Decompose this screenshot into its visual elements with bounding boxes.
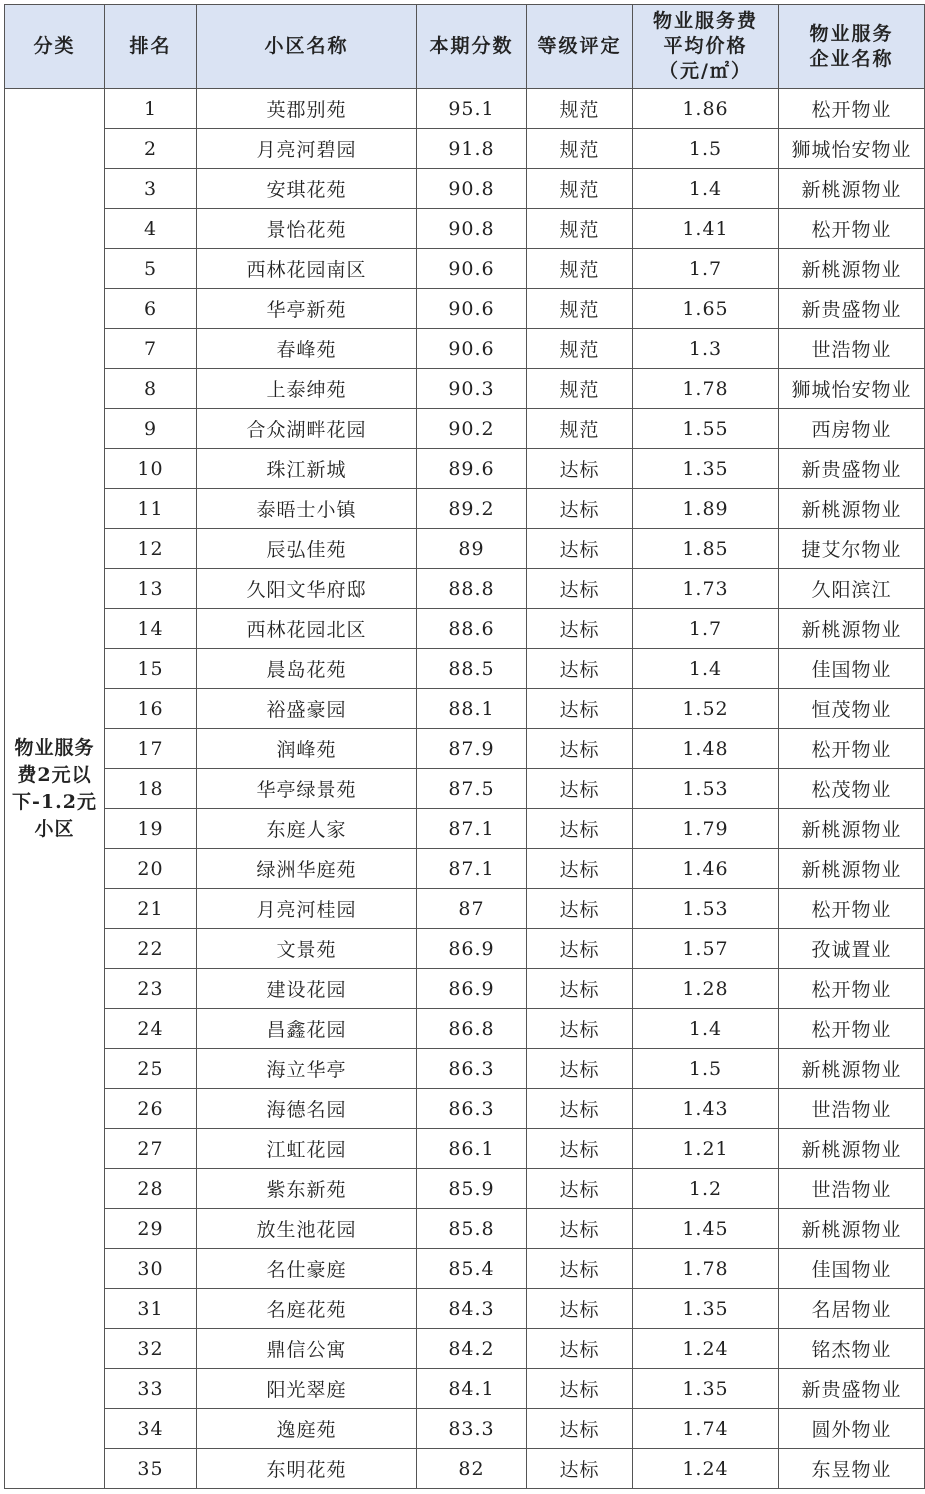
cell-price: 1.24	[633, 1449, 779, 1489]
cell-grade: 达标	[527, 1049, 633, 1089]
cell-community-name: 安琪花苑	[197, 169, 417, 209]
cell-score: 86.9	[417, 969, 527, 1009]
cell-price: 1.55	[633, 409, 779, 449]
cell-community-name: 东庭人家	[197, 809, 417, 849]
cell-rank: 21	[105, 889, 197, 929]
cell-price: 1.41	[633, 209, 779, 249]
cell-price: 1.28	[633, 969, 779, 1009]
cell-score: 95.1	[417, 89, 527, 129]
cell-community-name: 紫东新苑	[197, 1169, 417, 1209]
cell-company: 世浩物业	[779, 1089, 925, 1129]
cell-rank: 4	[105, 209, 197, 249]
cell-grade: 达标	[527, 1329, 633, 1369]
cell-price: 1.57	[633, 929, 779, 969]
cell-price: 1.35	[633, 1369, 779, 1409]
cell-score: 87.1	[417, 849, 527, 889]
cell-score: 90.8	[417, 209, 527, 249]
cell-score: 88.6	[417, 609, 527, 649]
cell-company: 狮城怡安物业	[779, 369, 925, 409]
table-row	[5, 329, 925, 369]
cell-company: 久阳滨江	[779, 569, 925, 609]
cell-score: 90.6	[417, 289, 527, 329]
table-row	[5, 769, 925, 809]
cell-score: 86.9	[417, 929, 527, 969]
cell-community-name: 泰晤士小镇	[197, 489, 417, 529]
cell-score: 86.1	[417, 1129, 527, 1169]
cell-price: 1.78	[633, 1249, 779, 1289]
table-row	[5, 1409, 925, 1449]
cell-score: 87.9	[417, 729, 527, 769]
cell-price: 1.7	[633, 249, 779, 289]
cell-score: 88.8	[417, 569, 527, 609]
table-row	[5, 969, 925, 1009]
cell-score: 86.3	[417, 1049, 527, 1089]
cell-score: 86.3	[417, 1089, 527, 1129]
cell-score: 87.5	[417, 769, 527, 809]
cell-price: 1.5	[633, 129, 779, 169]
cell-rank: 31	[105, 1289, 197, 1329]
cell-score: 90.3	[417, 369, 527, 409]
cell-grade: 达标	[527, 1009, 633, 1049]
cell-community-name: 文景苑	[197, 929, 417, 969]
cell-price: 1.53	[633, 769, 779, 809]
cell-rank: 5	[105, 249, 197, 289]
cell-score: 87.1	[417, 809, 527, 849]
cell-price: 1.4	[633, 169, 779, 209]
cell-grade: 达标	[527, 1089, 633, 1129]
cell-community-name: 昌鑫花园	[197, 1009, 417, 1049]
cell-community-name: 名仕豪庭	[197, 1249, 417, 1289]
table-row	[5, 609, 925, 649]
cell-price: 1.4	[633, 1009, 779, 1049]
cell-grade: 规范	[527, 129, 633, 169]
cell-company: 新桃源物业	[779, 1209, 925, 1249]
cell-rank: 16	[105, 689, 197, 729]
cell-grade: 规范	[527, 209, 633, 249]
cell-company: 新桃源物业	[779, 489, 925, 529]
cell-rank: 8	[105, 369, 197, 409]
cell-score: 90.6	[417, 329, 527, 369]
cell-company: 松茂物业	[779, 769, 925, 809]
cell-score: 89.6	[417, 449, 527, 489]
cell-score: 84.2	[417, 1329, 527, 1369]
cell-company: 恒茂物业	[779, 689, 925, 729]
cell-community-name: 裕盛豪园	[197, 689, 417, 729]
cell-category: 物业服务费2元以下-1.2元小区	[5, 89, 105, 1489]
cell-company: 松开物业	[779, 889, 925, 929]
cell-score: 90.6	[417, 249, 527, 289]
cell-score: 88.5	[417, 649, 527, 689]
header-score: 本期分数	[417, 5, 527, 89]
table-row	[5, 209, 925, 249]
cell-rank: 10	[105, 449, 197, 489]
cell-score: 88.1	[417, 689, 527, 729]
cell-community-name: 月亮河碧园	[197, 129, 417, 169]
table-row	[5, 1129, 925, 1169]
cell-company: 新贵盛物业	[779, 289, 925, 329]
cell-rank: 20	[105, 849, 197, 889]
cell-rank: 35	[105, 1449, 197, 1489]
cell-company: 松开物业	[779, 209, 925, 249]
cell-grade: 达标	[527, 1169, 633, 1209]
cell-community-name: 合众湖畔花园	[197, 409, 417, 449]
table-row	[5, 729, 925, 769]
table-row	[5, 849, 925, 889]
cell-score: 89	[417, 529, 527, 569]
cell-grade: 规范	[527, 329, 633, 369]
cell-score: 90.8	[417, 169, 527, 209]
cell-price: 1.21	[633, 1129, 779, 1169]
cell-company: 新贵盛物业	[779, 1369, 925, 1409]
cell-price: 1.65	[633, 289, 779, 329]
cell-community-name: 西林花园南区	[197, 249, 417, 289]
cell-price: 1.5	[633, 1049, 779, 1089]
cell-grade: 达标	[527, 1369, 633, 1409]
cell-price: 1.35	[633, 449, 779, 489]
cell-price: 1.52	[633, 689, 779, 729]
cell-grade: 达标	[527, 809, 633, 849]
cell-community-name: 西林花园北区	[197, 609, 417, 649]
cell-grade: 达标	[527, 649, 633, 689]
cell-community-name: 月亮河桂园	[197, 889, 417, 929]
cell-rank: 13	[105, 569, 197, 609]
cell-community-name: 阳光翠庭	[197, 1369, 417, 1409]
cell-grade: 达标	[527, 1129, 633, 1169]
cell-company: 东昱物业	[779, 1449, 925, 1489]
table-row	[5, 1009, 925, 1049]
cell-community-name: 华亭新苑	[197, 289, 417, 329]
cell-price: 1.7	[633, 609, 779, 649]
table-row	[5, 1369, 925, 1409]
cell-rank: 22	[105, 929, 197, 969]
header-row	[5, 5, 925, 89]
cell-price: 1.79	[633, 809, 779, 849]
cell-community-name: 海德名园	[197, 1089, 417, 1129]
cell-rank: 12	[105, 529, 197, 569]
cell-company: 铭杰物业	[779, 1329, 925, 1369]
cell-grade: 达标	[527, 929, 633, 969]
table-row	[5, 169, 925, 209]
cell-rank: 1	[105, 89, 197, 129]
cell-rank: 25	[105, 1049, 197, 1089]
cell-rank: 34	[105, 1409, 197, 1449]
cell-score: 84.3	[417, 1289, 527, 1329]
cell-grade: 规范	[527, 289, 633, 329]
cell-community-name: 景怡花苑	[197, 209, 417, 249]
cell-rank: 26	[105, 1089, 197, 1129]
table-row	[5, 1289, 925, 1329]
cell-company: 圆外物业	[779, 1409, 925, 1449]
cell-community-name: 辰弘佳苑	[197, 529, 417, 569]
header-company	[779, 5, 925, 89]
cell-rank: 33	[105, 1369, 197, 1409]
table-row	[5, 249, 925, 289]
cell-price: 1.4	[633, 649, 779, 689]
cell-price: 1.2	[633, 1169, 779, 1209]
ranking-table	[4, 4, 925, 1489]
cell-grade: 规范	[527, 89, 633, 129]
cell-community-name: 鼎信公寓	[197, 1329, 417, 1369]
cell-price: 1.73	[633, 569, 779, 609]
cell-rank: 14	[105, 609, 197, 649]
cell-rank: 15	[105, 649, 197, 689]
cell-price: 1.45	[633, 1209, 779, 1249]
table-row	[5, 1449, 925, 1489]
table-row	[5, 1049, 925, 1089]
header-price-line1: 物业服务费	[652, 10, 758, 32]
cell-community-name: 晨岛花苑	[197, 649, 417, 689]
cell-company: 新贵盛物业	[779, 449, 925, 489]
cell-score: 87	[417, 889, 527, 929]
cell-grade: 达标	[527, 1409, 633, 1449]
cell-price: 1.3	[633, 329, 779, 369]
table-row	[5, 1249, 925, 1289]
cell-score: 91.8	[417, 129, 527, 169]
cell-company: 新桃源物业	[779, 809, 925, 849]
table-row	[5, 809, 925, 849]
table-header	[5, 5, 925, 89]
cell-community-name: 英郡别苑	[197, 89, 417, 129]
table-row	[5, 369, 925, 409]
cell-price: 1.85	[633, 529, 779, 569]
cell-rank: 18	[105, 769, 197, 809]
cell-community-name: 逸庭苑	[197, 1409, 417, 1449]
cell-price: 1.78	[633, 369, 779, 409]
cell-grade: 达标	[527, 1289, 633, 1329]
cell-grade: 达标	[527, 1249, 633, 1289]
table-row	[5, 1209, 925, 1249]
cell-company: 世浩物业	[779, 1169, 925, 1209]
header-price	[633, 5, 779, 89]
cell-price: 1.43	[633, 1089, 779, 1129]
cell-rank: 6	[105, 289, 197, 329]
cell-rank: 32	[105, 1329, 197, 1369]
cell-rank: 27	[105, 1129, 197, 1169]
header-price-line2: 平均价格	[663, 35, 748, 57]
cell-price: 1.86	[633, 89, 779, 129]
cell-rank: 11	[105, 489, 197, 529]
cell-community-name: 久阳文华府邸	[197, 569, 417, 609]
cell-company: 孜诚置业	[779, 929, 925, 969]
cell-company: 新桃源物业	[779, 1129, 925, 1169]
cell-community-name: 放生池花园	[197, 1209, 417, 1249]
cell-price: 1.89	[633, 489, 779, 529]
cell-company: 名居物业	[779, 1289, 925, 1329]
cell-company: 捷艾尔物业	[779, 529, 925, 569]
cell-company: 佳国物业	[779, 1249, 925, 1289]
cell-price: 1.74	[633, 1409, 779, 1449]
cell-grade: 达标	[527, 529, 633, 569]
cell-grade: 规范	[527, 169, 633, 209]
cell-rank: 28	[105, 1169, 197, 1209]
cell-community-name: 华亭绿景苑	[197, 769, 417, 809]
table-row	[5, 289, 925, 329]
cell-price: 1.35	[633, 1289, 779, 1329]
cell-community-name: 绿洲华庭苑	[197, 849, 417, 889]
cell-price: 1.48	[633, 729, 779, 769]
cell-score: 89.2	[417, 489, 527, 529]
cell-community-name: 上泰绅苑	[197, 369, 417, 409]
cell-community-name: 春峰苑	[197, 329, 417, 369]
cell-company: 世浩物业	[779, 329, 925, 369]
cell-company: 新桃源物业	[779, 1049, 925, 1089]
table-row	[5, 649, 925, 689]
table-row	[5, 1089, 925, 1129]
cell-grade: 规范	[527, 409, 633, 449]
cell-rank: 24	[105, 1009, 197, 1049]
cell-score: 90.2	[417, 409, 527, 449]
cell-grade: 达标	[527, 729, 633, 769]
table-row	[5, 449, 925, 489]
cell-rank: 2	[105, 129, 197, 169]
cell-grade: 达标	[527, 889, 633, 929]
cell-company: 新桃源物业	[779, 169, 925, 209]
cell-company: 狮城怡安物业	[779, 129, 925, 169]
cell-rank: 3	[105, 169, 197, 209]
cell-community-name: 珠江新城	[197, 449, 417, 489]
cell-score: 85.8	[417, 1209, 527, 1249]
cell-rank: 30	[105, 1249, 197, 1289]
cell-company: 松开物业	[779, 729, 925, 769]
cell-community-name: 润峰苑	[197, 729, 417, 769]
cell-company: 松开物业	[779, 969, 925, 1009]
table-row	[5, 529, 925, 569]
header-category: 分类	[5, 5, 105, 89]
table-row	[5, 929, 925, 969]
table-row	[5, 689, 925, 729]
cell-grade: 达标	[527, 1209, 633, 1249]
cell-grade: 达标	[527, 569, 633, 609]
cell-rank: 17	[105, 729, 197, 769]
cell-score: 85.9	[417, 1169, 527, 1209]
cell-grade: 达标	[527, 769, 633, 809]
cell-community-name: 名庭花苑	[197, 1289, 417, 1329]
header-name: 小区名称	[197, 5, 417, 89]
header-price-line3: （元/㎡）	[659, 60, 752, 82]
cell-company: 新桃源物业	[779, 249, 925, 289]
table-body	[5, 89, 925, 1489]
table-row	[5, 89, 925, 129]
cell-grade: 达标	[527, 449, 633, 489]
cell-score: 82	[417, 1449, 527, 1489]
cell-grade: 规范	[527, 369, 633, 409]
table-row	[5, 1329, 925, 1369]
cell-grade: 达标	[527, 609, 633, 649]
cell-grade: 达标	[527, 1449, 633, 1489]
table-row	[5, 489, 925, 529]
cell-rank: 9	[105, 409, 197, 449]
cell-company: 新桃源物业	[779, 849, 925, 889]
cell-grade: 规范	[527, 249, 633, 289]
cell-grade: 达标	[527, 689, 633, 729]
table-row	[5, 889, 925, 929]
cell-company: 西房物业	[779, 409, 925, 449]
header-company-line1: 物业服务	[809, 22, 894, 45]
header-grade: 等级评定	[527, 5, 633, 89]
table-row	[5, 569, 925, 609]
header-rank: 排名	[105, 5, 197, 89]
table-row	[5, 1169, 925, 1209]
cell-rank: 29	[105, 1209, 197, 1249]
cell-company: 佳国物业	[779, 649, 925, 689]
table-row	[5, 129, 925, 169]
cell-grade: 达标	[527, 849, 633, 889]
cell-score: 83.3	[417, 1409, 527, 1449]
cell-price: 1.53	[633, 889, 779, 929]
cell-rank: 23	[105, 969, 197, 1009]
cell-score: 84.1	[417, 1369, 527, 1409]
cell-community-name: 建设花园	[197, 969, 417, 1009]
cell-rank: 7	[105, 329, 197, 369]
cell-community-name: 东明花苑	[197, 1449, 417, 1489]
table-row	[5, 409, 925, 449]
cell-community-name: 海立华亭	[197, 1049, 417, 1089]
cell-price: 1.46	[633, 849, 779, 889]
cell-price: 1.24	[633, 1329, 779, 1369]
cell-community-name: 江虹花园	[197, 1129, 417, 1169]
cell-company: 松开物业	[779, 89, 925, 129]
cell-grade: 达标	[527, 489, 633, 529]
cell-score: 85.4	[417, 1249, 527, 1289]
cell-grade: 达标	[527, 969, 633, 1009]
cell-company: 松开物业	[779, 1009, 925, 1049]
cell-score: 86.8	[417, 1009, 527, 1049]
cell-company: 新桃源物业	[779, 609, 925, 649]
header-company-line2: 企业名称	[809, 47, 894, 70]
cell-rank: 19	[105, 809, 197, 849]
